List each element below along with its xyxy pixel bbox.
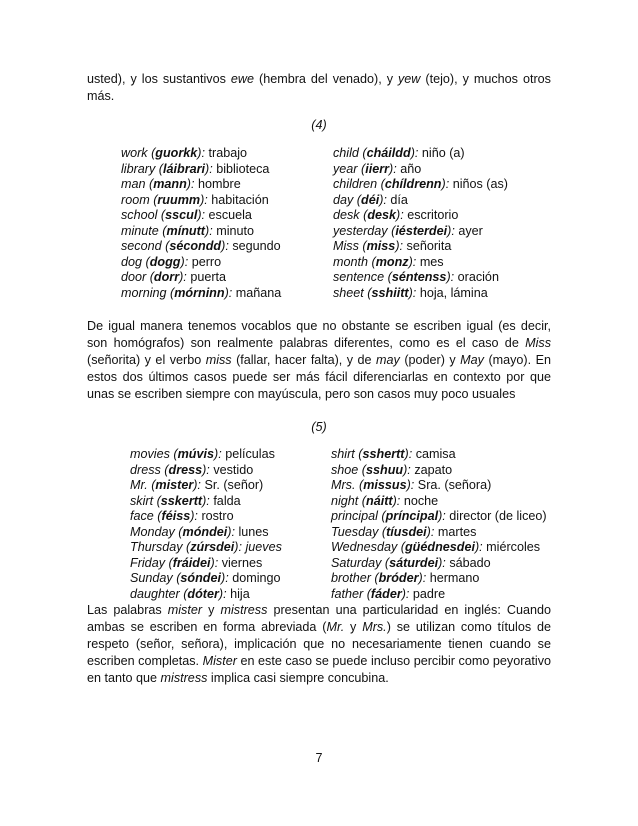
vocab-entry [333, 193, 508, 209]
vocab-pronunciation: monz [375, 254, 409, 269]
vocab-pronunciation: mann [153, 177, 187, 191]
vocab-entry [333, 224, 508, 240]
vocab-entry [121, 286, 281, 302]
vocab-pronunciation: mórninn [174, 285, 225, 300]
vocab-meaning: viernes [221, 555, 263, 570]
vocab-pronunciation: sshiitt [371, 285, 409, 300]
vocab-word: Friday [130, 555, 165, 570]
vocab-word: Monday [130, 524, 175, 539]
vocab-meaning: hombre [198, 177, 241, 191]
punctuation: ): [186, 177, 198, 191]
vocab-entry [121, 193, 281, 209]
text-span: y [344, 620, 363, 634]
punctuation: ): [438, 555, 450, 570]
vocab-pronunciation: güédnesdei [404, 540, 475, 554]
vocab-entry [333, 208, 508, 224]
vocab-entry [130, 525, 282, 541]
punctuation: ): [179, 270, 191, 284]
vocab-entry [121, 177, 281, 193]
punctuation: ( [363, 285, 372, 300]
text-span: (tejo), y muchos otros más. [87, 72, 551, 103]
vocab-word: month [333, 254, 369, 269]
vocab-entry [333, 177, 508, 193]
punctuation: ( [353, 192, 362, 207]
word-miss-verb: miss [205, 353, 232, 367]
vocab-entry [130, 587, 282, 603]
vocab-word: shirt [331, 447, 355, 461]
vocab-word: minute [121, 223, 159, 238]
vocab-word: children [333, 177, 378, 191]
vocab-table-5-right [331, 447, 547, 602]
vocab-meaning: martes [437, 524, 477, 539]
punctuation: ( [363, 586, 371, 601]
punctuation: ( [370, 571, 379, 585]
punctuation: ): [401, 586, 413, 601]
vocab-entry [130, 478, 282, 494]
vocab-pronunciation: sshertt [362, 447, 405, 461]
punctuation: ): [202, 493, 214, 508]
punctuation: ( [153, 509, 162, 523]
vocab-meaning: niño (a) [421, 146, 465, 160]
vocab-entry [333, 270, 508, 286]
vocab-entry [130, 494, 282, 510]
vocab-word: daughter [130, 586, 180, 601]
punctuation: ): [406, 478, 418, 492]
word-mistress: mistress [160, 671, 208, 685]
word-miss: Miss [525, 336, 551, 350]
vocab-entry [331, 509, 547, 525]
vocab-pronunciation: guorkk [155, 146, 198, 160]
vocab-pronunciation: sskertt [160, 493, 203, 508]
punctuation: ( [358, 239, 367, 253]
vocab-word: man [121, 177, 146, 191]
text-span: (mayo). En estos dos últimos casos puede ser más fácil diferenciarlas en contexto por que unas se escriben siempre con mayúscula, pero son casos muy poco usuales [87, 353, 552, 401]
punctuation: ): [227, 524, 239, 539]
intro-paragraph [87, 71, 551, 105]
punctuation: ( [166, 285, 175, 300]
vocab-word: Mr. [130, 478, 148, 492]
punctuation: ( [160, 462, 169, 477]
punctuation: ): [474, 540, 487, 554]
vocab-word: morning [121, 285, 167, 300]
vocab-word: work [121, 146, 148, 160]
vocab-entry [130, 463, 282, 479]
punctuation: ( [397, 540, 405, 554]
vocab-entry [121, 208, 281, 224]
vocab-entry [130, 571, 282, 587]
punctuation: ): [441, 177, 453, 191]
punctuation: ): [224, 285, 236, 300]
text-span: (hembra del venado), y [254, 72, 398, 86]
text-span: y [202, 603, 221, 617]
vocab-entry [333, 255, 508, 271]
punctuation: ( [142, 254, 150, 269]
vocab-meaning: Sr. (señor) [204, 478, 264, 492]
punctuation: ): [214, 447, 226, 461]
punctuation: ): [234, 540, 246, 554]
vocab-word: brother [331, 571, 371, 585]
vocab-pronunciation: tíusdei [386, 524, 427, 539]
vocab-pronunciation: dogg [149, 254, 181, 269]
vocab-pronunciation: sécondd [169, 239, 222, 253]
mister-mistress-paragraph [87, 602, 551, 687]
punctuation: ): [408, 285, 420, 300]
punctuation: ( [165, 555, 173, 570]
vocab-word: library [121, 161, 156, 176]
punctuation: ): [379, 192, 391, 207]
vocab-meaning: día [390, 192, 408, 207]
vocab-entry [130, 447, 282, 463]
vocab-pronunciation: féiss [161, 509, 191, 523]
vocab-meaning: escuela [208, 208, 252, 222]
punctuation: ( [147, 478, 156, 492]
vocab-word: day [333, 192, 354, 207]
vocab-word: Miss [333, 239, 359, 253]
punctuation: ): [221, 239, 233, 253]
vocab-pronunciation: sóndei [180, 571, 222, 585]
vocab-pronunciation: fráidei [172, 555, 211, 570]
vocab-pronunciation: bróder [378, 571, 419, 585]
vocab-pronunciation: sshuu [366, 462, 404, 477]
vocab-meaning: trabajo [208, 146, 248, 160]
text-span: usted), y los sustantivos [87, 72, 231, 86]
punctuation: ): [392, 493, 404, 508]
punctuation: ): [221, 571, 233, 585]
vocab-entry [130, 556, 282, 572]
vocab-meaning: camisa [415, 447, 456, 461]
punctuation: ): [193, 478, 205, 492]
vocab-table-5-left [130, 447, 282, 602]
vocab-pronunciation: láibrari [163, 161, 205, 176]
word-may: may [376, 353, 400, 367]
vocab-pronunciation: dorr [153, 270, 180, 284]
punctuation: ( [357, 161, 366, 176]
vocab-pronunciation: náitt [366, 493, 393, 508]
vocab-entry [331, 478, 547, 494]
vocab-entry [333, 286, 508, 302]
text-span: Las palabras [87, 603, 168, 617]
vocab-pronunciation: déi [361, 192, 380, 207]
vocab-entry [121, 239, 281, 255]
punctuation: ( [368, 254, 376, 269]
vocab-word: dog [121, 254, 143, 269]
punctuation: ): [395, 239, 407, 253]
vocab-word: Sunday [130, 571, 173, 585]
vocab-pronunciation: mister [155, 478, 194, 492]
vocab-entry [331, 525, 547, 541]
punctuation: ( [147, 146, 156, 160]
vocab-meaning: hija [230, 586, 250, 601]
vocab-pronunciation: ruumm [157, 192, 201, 207]
vocab-entry [121, 224, 281, 240]
punctuation: ): [446, 270, 458, 284]
vocab-entry [331, 587, 547, 603]
vocab-word: Mrs. [331, 478, 356, 492]
punctuation: ( [146, 270, 154, 284]
vocab-meaning: falda [213, 493, 241, 508]
punctuation: ( [153, 493, 161, 508]
vocab-meaning: hoja, lámina [419, 285, 488, 300]
text-span: ) se utilizan como títulos de respeto (señor, señora), implicación que no necesariamente tienen cuando se escriben completas. [87, 620, 552, 668]
vocab-entry [333, 146, 508, 162]
vocab-pronunciation: chíldrenn [384, 177, 442, 191]
vocab-meaning: director (de liceo) [449, 509, 547, 523]
punctuation: ( [174, 524, 183, 539]
vocab-pronunciation: sáturdei [389, 555, 439, 570]
punctuation: ): [210, 555, 222, 570]
vocab-meaning: habitación [211, 192, 269, 207]
vocab-meaning: niños (as) [452, 177, 508, 191]
vocab-word: Wednesday [331, 540, 398, 554]
punctuation: ( [384, 270, 392, 284]
punctuation: ): [438, 509, 450, 523]
vocab-entry [331, 447, 547, 463]
punctuation: ): [408, 254, 420, 269]
vocab-entry [333, 239, 508, 255]
punctuation: ( [387, 223, 396, 238]
vocab-pronunciation: fáder [370, 586, 402, 601]
vocab-word: door [121, 270, 147, 284]
vocab-word: Thursday [130, 540, 183, 554]
punctuation: ( [149, 192, 158, 207]
text-span: implica casi siempre concubina. [207, 671, 389, 685]
punctuation: ( [161, 239, 170, 253]
vocab-pronunciation: iierr [365, 161, 390, 176]
punctuation: ( [358, 146, 367, 160]
punctuation: ): [396, 208, 408, 222]
page-number: 7 [315, 751, 323, 765]
vocab-word: sentence [333, 270, 385, 284]
word-may-month: May [460, 353, 484, 367]
vocab-meaning: lunes [238, 524, 269, 539]
vocab-meaning: oración [457, 270, 499, 284]
punctuation: ( [158, 223, 167, 238]
vocab-word: shoe [331, 462, 359, 477]
vocab-table-4-right [333, 146, 508, 301]
vocab-meaning: sábado [449, 555, 491, 570]
vocab-pronunciation: cháildd [366, 146, 411, 160]
vocab-meaning: ayer [458, 223, 483, 238]
vocab-meaning: domingo [232, 571, 281, 585]
vocab-meaning: vestido [213, 462, 254, 477]
vocab-word: second [121, 239, 162, 253]
text-span: De igual manera tenemos vocablos que no obstante se escriben igual (es decir, son homógrafos) son realmente palabras diferentes, como es el caso de [87, 319, 551, 350]
word-mister: mister [167, 603, 203, 617]
vocab-entry [130, 509, 282, 525]
text-span: (señorita) y el verbo [87, 353, 206, 367]
punctuation: ( [378, 524, 387, 539]
vocab-pronunciation: móndei [182, 524, 228, 539]
punctuation: ): [197, 208, 209, 222]
punctuation: ): [418, 571, 430, 585]
punctuation: ( [145, 177, 154, 191]
punctuation: ): [410, 146, 422, 160]
punctuation: ( [355, 478, 364, 492]
section-4-label: (4) [311, 118, 327, 132]
section-5-label: (5) [311, 420, 327, 434]
punctuation: ): [190, 509, 202, 523]
text-span: en este caso se puede incluso percibir como peyorativo en tanto que [87, 654, 551, 685]
word-mistress: mistress [220, 603, 268, 617]
punctuation: ): [447, 223, 459, 238]
vocab-meaning: señorita [406, 239, 452, 253]
punctuation: ( [359, 208, 368, 222]
punctuation: ): [200, 192, 212, 207]
vocab-meaning: miércoles [486, 540, 541, 554]
punctuation: ( [377, 509, 386, 523]
vocab-pronunciation: desk [367, 208, 397, 222]
vocab-pronunciation: missus [363, 478, 407, 492]
vocab-entry [331, 463, 547, 479]
vocab-pronunciation: dress [168, 462, 203, 477]
vocab-word: room [121, 192, 150, 207]
text-span: (poder) y [399, 353, 461, 367]
vocab-meaning: perro [191, 254, 222, 269]
vocab-word: child [333, 146, 359, 160]
vocab-word: father [331, 586, 364, 601]
punctuation: ( [182, 540, 191, 554]
vocab-entry [121, 146, 281, 162]
vocab-word: Saturday [331, 555, 382, 570]
vocab-word: skirt [130, 493, 154, 508]
vocab-meaning: películas [225, 447, 275, 461]
vocab-entry [121, 162, 281, 178]
vocab-entry [130, 540, 282, 556]
vocab-meaning: minuto [216, 223, 255, 238]
vocab-entry [121, 255, 281, 271]
vocab-pronunciation: séntenss [391, 270, 447, 284]
vocab-pronunciation: dóter [187, 586, 219, 601]
punctuation: ( [358, 493, 367, 508]
vocab-word: yesterday [333, 223, 388, 238]
vocab-meaning: jueves [245, 540, 282, 554]
vocab-word: sheet [333, 285, 364, 300]
punctuation: ): [403, 462, 415, 477]
punctuation: ( [172, 571, 181, 585]
punctuation: ( [179, 586, 188, 601]
vocab-meaning: mañana [235, 285, 282, 300]
vocab-word: face [130, 509, 154, 523]
vocab-entry [121, 270, 281, 286]
word-mrs: Mrs. [362, 620, 387, 634]
vocab-word: dress [130, 462, 161, 477]
vocab-pronunciation: múvis [177, 447, 214, 461]
vocab-meaning: hermano [429, 571, 480, 585]
vocab-pronunciation: iésterdei [395, 223, 448, 238]
punctuation: ): [426, 524, 438, 539]
vocab-meaning: rostro [201, 509, 234, 523]
punctuation: ): [389, 161, 401, 176]
vocab-word: school [121, 208, 158, 222]
vocab-pronunciation: sscul [165, 208, 198, 222]
punctuation: ): [180, 254, 192, 269]
vocab-word: principal [331, 509, 378, 523]
vocab-word: night [331, 493, 359, 508]
punctuation: ( [381, 555, 390, 570]
punctuation: ( [377, 177, 385, 191]
vocab-meaning: año [400, 161, 422, 176]
word-mr: Mr. [326, 620, 345, 634]
vocab-pronunciation: miss [366, 239, 396, 253]
vocab-entry [331, 571, 547, 587]
text-span: presentan una particularidad en inglés: Cuando ambas se escriben en forma abreviada ( [87, 603, 551, 634]
homographs-paragraph [87, 318, 551, 403]
vocab-entry [333, 162, 508, 178]
vocab-table-4-left [121, 146, 281, 301]
punctuation: ): [218, 586, 231, 601]
punctuation: ): [205, 223, 217, 238]
punctuation: ( [155, 161, 163, 176]
vocab-meaning: biblioteca [216, 161, 270, 176]
vocab-word: Tuesday [331, 524, 379, 539]
vocab-word: movies [130, 447, 170, 461]
vocab-entry [331, 540, 547, 556]
vocab-meaning: segundo [232, 239, 281, 253]
punctuation: ( [354, 447, 363, 461]
vocab-meaning: mes [419, 254, 444, 269]
punctuation: ( [169, 447, 178, 461]
punctuation: ): [205, 161, 217, 176]
punctuation: ): [202, 462, 214, 477]
vocab-meaning: Sra. (señora) [417, 478, 492, 492]
vocab-meaning: puerta [190, 270, 227, 284]
word-yew: yew [398, 72, 421, 86]
vocab-entry [331, 494, 547, 510]
vocab-pronunciation: príncipal [385, 509, 439, 523]
vocab-word: year [333, 161, 358, 176]
punctuation: ( [157, 208, 166, 222]
punctuation: ( [358, 462, 367, 477]
punctuation: ): [404, 447, 416, 461]
vocab-pronunciation: zúrsdei [190, 540, 235, 554]
word-mister: Mister [202, 654, 237, 668]
vocab-pronunciation: mínutt [166, 223, 205, 238]
vocab-meaning: noche [403, 493, 439, 508]
vocab-meaning: zapato [414, 462, 453, 477]
text-span: (fallar, hacer falta), y de [231, 353, 377, 367]
word-ewe: ewe [230, 72, 254, 86]
punctuation: ): [197, 146, 209, 160]
vocab-word: desk [333, 208, 360, 222]
vocab-meaning: escritorio [407, 208, 459, 222]
vocab-meaning: padre [412, 586, 446, 601]
vocab-entry [331, 556, 547, 572]
